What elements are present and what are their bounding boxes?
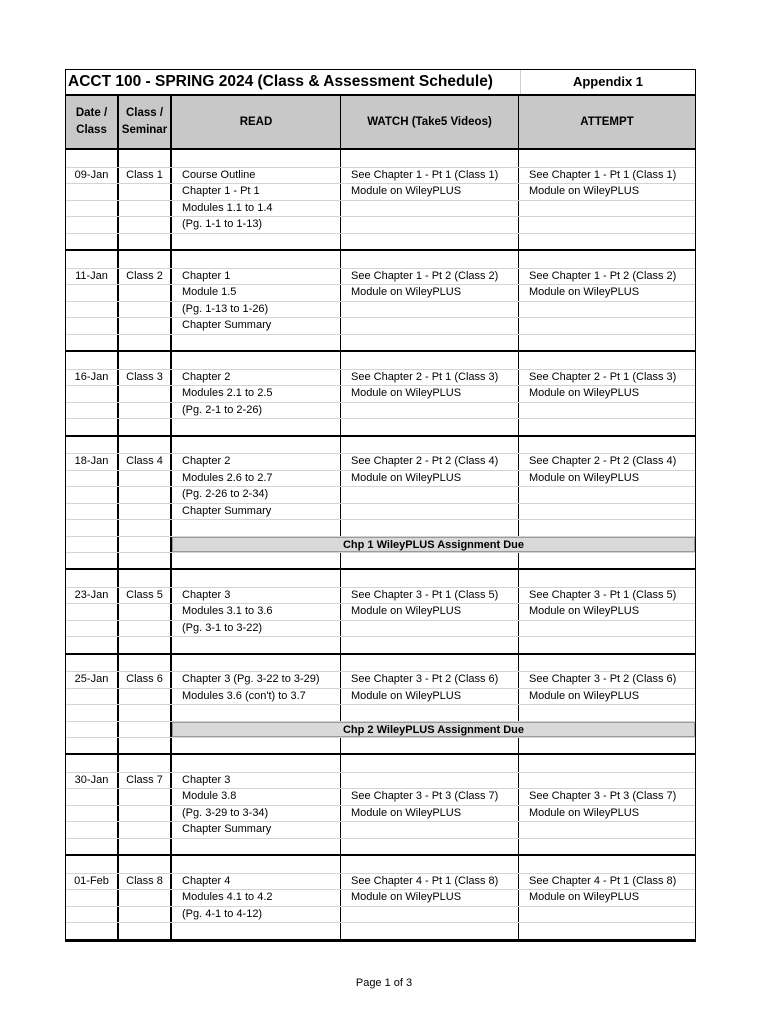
watch-cell bbox=[341, 487, 519, 503]
date-cell bbox=[66, 217, 119, 233]
read-cell bbox=[172, 437, 341, 454]
read-cell bbox=[172, 150, 341, 167]
table-row bbox=[66, 437, 695, 454]
date-cell bbox=[66, 437, 119, 454]
header-attempt: ATTEMPT bbox=[580, 115, 634, 128]
date-cell bbox=[66, 352, 119, 369]
read-cell: Modules 3.6 (con't) to 3.7 bbox=[172, 689, 341, 705]
watch-cell bbox=[341, 302, 519, 318]
table-row bbox=[66, 284, 695, 301]
class-cell bbox=[119, 689, 172, 705]
table-row bbox=[66, 838, 695, 855]
read-cell: Chapter Summary bbox=[172, 504, 341, 520]
attempt-cell bbox=[519, 335, 695, 351]
attempt-cell bbox=[519, 839, 695, 855]
attempt-cell bbox=[519, 487, 695, 503]
table-row bbox=[66, 385, 695, 402]
empty-cell bbox=[519, 553, 695, 569]
assignment-due-banner: Chp 1 WileyPLUS Assignment Due bbox=[172, 537, 695, 552]
watch-cell bbox=[341, 822, 519, 838]
session-section bbox=[66, 437, 695, 571]
read-cell: Modules 3.1 to 3.6 bbox=[172, 604, 341, 620]
assignment-due-banner: Chp 2 WileyPLUS Assignment Due bbox=[172, 722, 695, 737]
class-cell bbox=[119, 150, 172, 167]
date-cell: 01-Feb bbox=[66, 874, 119, 890]
attempt-cell bbox=[519, 655, 695, 672]
date-cell bbox=[66, 520, 119, 536]
attempt-cell bbox=[519, 234, 695, 250]
class-cell bbox=[119, 655, 172, 672]
class-cell bbox=[119, 755, 172, 772]
date-cell bbox=[66, 839, 119, 855]
read-cell: Module 1.5 bbox=[172, 285, 341, 301]
read-cell: (Pg. 3-29 to 3-34) bbox=[172, 806, 341, 822]
table-row bbox=[66, 268, 695, 285]
date-cell bbox=[66, 604, 119, 620]
class-cell bbox=[119, 504, 172, 520]
watch-cell bbox=[341, 923, 519, 939]
date-cell bbox=[66, 471, 119, 487]
watch-cell bbox=[341, 251, 519, 268]
date-cell bbox=[66, 537, 119, 552]
read-cell bbox=[172, 856, 341, 873]
table-row bbox=[66, 486, 695, 503]
class-cell bbox=[119, 471, 172, 487]
table-row bbox=[66, 369, 695, 386]
class-cell bbox=[119, 570, 172, 587]
watch-cell bbox=[341, 403, 519, 419]
read-cell bbox=[172, 655, 341, 672]
date-cell bbox=[66, 487, 119, 503]
read-cell bbox=[172, 335, 341, 351]
watch-cell bbox=[341, 352, 519, 369]
date-cell bbox=[66, 705, 119, 721]
attempt-cell: Module on WileyPLUS bbox=[529, 387, 640, 399]
watch-cell bbox=[341, 437, 519, 454]
class-cell: Class 3 bbox=[119, 370, 172, 386]
watch-cell: See Chapter 1 - Pt 2 (Class 2) bbox=[341, 269, 519, 285]
header-date: Date / Class bbox=[66, 96, 119, 148]
watch-cell bbox=[341, 907, 519, 923]
class-cell: Class 1 bbox=[119, 168, 172, 184]
table-row bbox=[66, 503, 695, 520]
read-cell: Chapter 2 bbox=[172, 370, 341, 386]
class-cell bbox=[119, 201, 172, 217]
table-row bbox=[66, 856, 695, 873]
attempt-cell bbox=[519, 773, 695, 789]
read-cell bbox=[172, 251, 341, 268]
watch-cell: Module on WileyPLUS bbox=[341, 890, 519, 906]
empty-cell bbox=[66, 738, 119, 754]
empty-cell bbox=[519, 738, 695, 754]
date-cell bbox=[66, 655, 119, 672]
date-cell bbox=[66, 234, 119, 250]
class-cell bbox=[119, 890, 172, 906]
date-cell bbox=[66, 637, 119, 653]
table-row bbox=[66, 519, 695, 536]
read-cell: Module 3.8 bbox=[172, 789, 341, 805]
table-row bbox=[66, 587, 695, 604]
attempt-cell bbox=[519, 621, 695, 637]
attempt-cell bbox=[519, 520, 695, 536]
date-cell bbox=[66, 755, 119, 772]
table-row bbox=[66, 150, 695, 167]
table-row bbox=[66, 453, 695, 470]
attempt-cell: See Chapter 1 - Pt 2 (Class 2) bbox=[529, 269, 677, 282]
read-cell: (Pg. 3-1 to 3-22) bbox=[172, 621, 341, 637]
attempt-cell bbox=[519, 856, 695, 873]
empty-cell bbox=[341, 553, 519, 569]
watch-cell: Module on WileyPLUS bbox=[341, 386, 519, 402]
empty-cell bbox=[66, 553, 119, 569]
date-cell bbox=[66, 570, 119, 587]
class-cell: Class 5 bbox=[119, 588, 172, 604]
attempt-cell bbox=[519, 352, 695, 369]
read-cell bbox=[172, 234, 341, 250]
table-row bbox=[66, 334, 695, 351]
table-row bbox=[66, 418, 695, 435]
table-row bbox=[66, 889, 695, 906]
table-row bbox=[66, 200, 695, 217]
read-cell: Modules 1.1 to 1.4 bbox=[172, 201, 341, 217]
watch-cell: See Chapter 3 - Pt 3 (Class 7) bbox=[341, 789, 519, 805]
watch-cell bbox=[341, 637, 519, 653]
attempt-cell bbox=[519, 437, 695, 454]
session-section bbox=[66, 755, 695, 856]
watch-cell bbox=[341, 419, 519, 435]
date-cell bbox=[66, 856, 119, 873]
read-cell: Chapter Summary bbox=[172, 822, 341, 838]
attempt-cell: Module on WileyPLUS bbox=[529, 185, 640, 197]
attempt-cell: See Chapter 1 - Pt 1 (Class 1) bbox=[529, 168, 677, 181]
table-row bbox=[66, 402, 695, 419]
date-cell bbox=[66, 907, 119, 923]
read-cell bbox=[172, 419, 341, 435]
date-cell bbox=[66, 201, 119, 217]
class-cell bbox=[119, 403, 172, 419]
class-cell bbox=[119, 318, 172, 334]
date-cell bbox=[66, 318, 119, 334]
read-cell: Chapter 3 bbox=[172, 773, 341, 789]
attempt-cell bbox=[519, 419, 695, 435]
table-row bbox=[66, 655, 695, 672]
class-cell bbox=[119, 705, 172, 721]
attempt-cell: See Chapter 4 - Pt 1 (Class 8) bbox=[529, 874, 677, 887]
table-row bbox=[66, 805, 695, 822]
watch-cell: See Chapter 4 - Pt 1 (Class 8) bbox=[341, 874, 519, 890]
date-cell: 25-Jan bbox=[66, 672, 119, 688]
class-cell bbox=[119, 923, 172, 939]
attempt-cell: See Chapter 3 - Pt 3 (Class 7) bbox=[529, 790, 677, 802]
class-cell bbox=[119, 386, 172, 402]
title-row bbox=[66, 70, 695, 96]
date-cell: 09-Jan bbox=[66, 168, 119, 184]
class-cell: Class 8 bbox=[119, 874, 172, 890]
date-cell bbox=[66, 822, 119, 838]
attempt-cell: See Chapter 3 - Pt 1 (Class 5) bbox=[529, 588, 677, 601]
class-cell bbox=[119, 285, 172, 301]
class-cell bbox=[119, 302, 172, 318]
read-cell bbox=[172, 352, 341, 369]
read-cell: Course Outline bbox=[172, 168, 341, 184]
watch-cell: Module on WileyPLUS bbox=[341, 689, 519, 705]
watch-cell bbox=[341, 856, 519, 873]
date-cell: 18-Jan bbox=[66, 454, 119, 470]
attempt-cell bbox=[519, 150, 695, 167]
attempt-cell: Module on WileyPLUS bbox=[529, 806, 640, 819]
page-footer: Page 1 of 3 bbox=[355, 977, 413, 989]
class-cell bbox=[119, 637, 172, 653]
table-row bbox=[66, 317, 695, 334]
attempt-cell bbox=[519, 302, 695, 318]
schedule-table bbox=[65, 69, 696, 942]
session-section bbox=[66, 856, 695, 941]
attempt-cell bbox=[519, 318, 695, 334]
table-row bbox=[66, 788, 695, 805]
watch-cell bbox=[341, 655, 519, 672]
read-cell: (Pg. 1-13 to 1-26) bbox=[172, 302, 341, 318]
attempt-cell: Module on WileyPLUS bbox=[529, 891, 640, 903]
appendix-label: Appendix 1 bbox=[572, 74, 644, 89]
table-row bbox=[66, 552, 695, 569]
class-cell bbox=[119, 806, 172, 822]
attempt-cell bbox=[519, 822, 695, 838]
watch-cell bbox=[341, 705, 519, 721]
read-cell bbox=[172, 839, 341, 855]
read-cell: Chapter 4 bbox=[172, 874, 341, 890]
table-row bbox=[66, 183, 695, 200]
watch-cell bbox=[341, 755, 519, 772]
table-body bbox=[66, 150, 695, 941]
date-cell bbox=[66, 251, 119, 268]
date-cell bbox=[66, 403, 119, 419]
attempt-cell bbox=[519, 570, 695, 587]
watch-cell bbox=[341, 335, 519, 351]
table-row bbox=[66, 167, 695, 184]
date-cell bbox=[66, 689, 119, 705]
class-cell bbox=[119, 537, 172, 552]
class-cell bbox=[119, 520, 172, 536]
table-row bbox=[66, 636, 695, 653]
table-header bbox=[66, 96, 695, 150]
attempt-cell: Module on WileyPLUS bbox=[529, 605, 640, 617]
date-cell bbox=[66, 386, 119, 402]
date-cell bbox=[66, 890, 119, 906]
watch-cell: See Chapter 2 - Pt 2 (Class 4) bbox=[341, 454, 519, 470]
attempt-cell bbox=[519, 923, 695, 939]
class-cell bbox=[119, 621, 172, 637]
watch-cell bbox=[341, 839, 519, 855]
read-cell: (Pg. 4-1 to 4-12) bbox=[172, 907, 341, 923]
read-cell: Chapter 2 bbox=[172, 454, 341, 470]
class-cell bbox=[119, 487, 172, 503]
class-cell: Class 2 bbox=[119, 269, 172, 285]
watch-cell bbox=[341, 150, 519, 167]
watch-cell bbox=[341, 217, 519, 233]
session-section bbox=[66, 655, 695, 756]
attempt-cell bbox=[519, 705, 695, 721]
date-cell bbox=[66, 285, 119, 301]
class-cell bbox=[119, 789, 172, 805]
class-cell bbox=[119, 251, 172, 268]
table-row bbox=[66, 603, 695, 620]
read-cell bbox=[172, 637, 341, 653]
date-cell bbox=[66, 806, 119, 822]
table-row bbox=[66, 671, 695, 688]
attempt-cell bbox=[519, 217, 695, 233]
session-section bbox=[66, 352, 695, 437]
class-cell bbox=[119, 437, 172, 454]
date-cell bbox=[66, 302, 119, 318]
attempt-cell bbox=[519, 201, 695, 217]
class-cell bbox=[119, 822, 172, 838]
date-cell bbox=[66, 504, 119, 520]
attempt-cell bbox=[519, 907, 695, 923]
due-row bbox=[66, 536, 695, 552]
table-row bbox=[66, 922, 695, 939]
date-cell bbox=[66, 621, 119, 637]
table-row bbox=[66, 772, 695, 789]
table-row bbox=[66, 704, 695, 721]
class-cell bbox=[119, 217, 172, 233]
read-cell: Chapter Summary bbox=[172, 318, 341, 334]
table-row bbox=[66, 301, 695, 318]
table-row bbox=[66, 688, 695, 705]
read-cell bbox=[172, 755, 341, 772]
class-cell bbox=[119, 722, 172, 737]
attempt-cell bbox=[519, 251, 695, 268]
header-watch: WATCH (Take5 Videos) bbox=[341, 96, 519, 148]
class-cell bbox=[119, 856, 172, 873]
table-row bbox=[66, 352, 695, 369]
attempt-cell: See Chapter 2 - Pt 2 (Class 4) bbox=[529, 455, 677, 467]
watch-cell bbox=[341, 773, 519, 789]
attempt-cell bbox=[519, 403, 695, 419]
watch-cell bbox=[341, 621, 519, 637]
watch-cell: See Chapter 2 - Pt 1 (Class 3) bbox=[341, 370, 519, 386]
table-row bbox=[66, 873, 695, 890]
header-class: Class / Seminar bbox=[119, 96, 172, 148]
table-row bbox=[66, 620, 695, 637]
watch-cell: Module on WileyPLUS bbox=[341, 806, 519, 822]
attempt-cell bbox=[519, 504, 695, 520]
attempt-cell bbox=[519, 637, 695, 653]
class-cell: Class 4 bbox=[119, 454, 172, 470]
read-cell: Chapter 1 - Pt 1 bbox=[172, 184, 341, 200]
class-cell bbox=[119, 352, 172, 369]
date-cell bbox=[66, 419, 119, 435]
watch-cell bbox=[341, 234, 519, 250]
watch-cell: Module on WileyPLUS bbox=[341, 604, 519, 620]
schedule-title: ACCT 100 - SPRING 2024 (Class & Assessment Schedule) bbox=[66, 70, 521, 94]
table-row bbox=[66, 233, 695, 250]
date-cell bbox=[66, 184, 119, 200]
read-cell bbox=[172, 923, 341, 939]
class-cell bbox=[119, 839, 172, 855]
read-cell: Chapter 3 bbox=[172, 588, 341, 604]
date-cell bbox=[66, 722, 119, 737]
read-cell: (Pg. 2-26 to 2-34) bbox=[172, 487, 341, 503]
read-cell bbox=[172, 570, 341, 587]
read-cell bbox=[172, 705, 341, 721]
watch-cell: See Chapter 3 - Pt 2 (Class 6) bbox=[341, 672, 519, 688]
empty-cell bbox=[119, 553, 172, 569]
date-cell bbox=[66, 789, 119, 805]
due-row bbox=[66, 721, 695, 737]
session-section bbox=[66, 150, 695, 251]
attempt-cell bbox=[519, 755, 695, 772]
watch-cell: Module on WileyPLUS bbox=[341, 471, 519, 487]
date-cell: 11-Jan bbox=[66, 269, 119, 285]
date-cell: 23-Jan bbox=[66, 588, 119, 604]
empty-cell bbox=[119, 738, 172, 754]
date-cell bbox=[66, 150, 119, 167]
read-cell: Chapter 3 (Pg. 3-22 to 3-29) bbox=[172, 672, 341, 688]
table-row bbox=[66, 821, 695, 838]
watch-cell: Module on WileyPLUS bbox=[341, 184, 519, 200]
session-section bbox=[66, 570, 695, 655]
attempt-cell: Module on WileyPLUS bbox=[529, 471, 640, 484]
header-read: READ bbox=[172, 96, 341, 148]
empty-cell bbox=[172, 553, 341, 569]
table-row bbox=[66, 251, 695, 268]
watch-cell bbox=[341, 570, 519, 587]
empty-cell bbox=[341, 738, 519, 754]
read-cell: (Pg. 1-1 to 1-13) bbox=[172, 217, 341, 233]
read-cell: Modules 4.1 to 4.2 bbox=[172, 890, 341, 906]
date-cell bbox=[66, 335, 119, 351]
read-cell bbox=[172, 520, 341, 536]
watch-cell: See Chapter 1 - Pt 1 (Class 1) bbox=[341, 168, 519, 184]
attempt-cell: See Chapter 2 - Pt 1 (Class 3) bbox=[529, 370, 677, 383]
attempt-cell: Module on WileyPLUS bbox=[529, 286, 640, 298]
read-cell: Chapter 1 bbox=[172, 269, 341, 285]
attempt-cell: Module on WileyPLUS bbox=[529, 689, 640, 702]
table-row bbox=[66, 755, 695, 772]
table-row bbox=[66, 470, 695, 487]
class-cell bbox=[119, 419, 172, 435]
class-cell bbox=[119, 604, 172, 620]
read-cell: Modules 2.6 to 2.7 bbox=[172, 471, 341, 487]
read-cell: (Pg. 2-1 to 2-26) bbox=[172, 403, 341, 419]
date-cell: 16-Jan bbox=[66, 370, 119, 386]
read-cell: Modules 2.1 to 2.5 bbox=[172, 386, 341, 402]
watch-cell bbox=[341, 318, 519, 334]
date-cell: 30-Jan bbox=[66, 773, 119, 789]
table-row bbox=[66, 906, 695, 923]
session-section bbox=[66, 251, 695, 352]
class-cell bbox=[119, 335, 172, 351]
watch-cell bbox=[341, 520, 519, 536]
table-row bbox=[66, 737, 695, 754]
date-cell bbox=[66, 923, 119, 939]
class-cell: Class 7 bbox=[119, 773, 172, 789]
empty-cell bbox=[172, 738, 341, 754]
attempt-cell: See Chapter 3 - Pt 2 (Class 6) bbox=[529, 673, 677, 685]
table-row bbox=[66, 570, 695, 587]
watch-cell: See Chapter 3 - Pt 1 (Class 5) bbox=[341, 588, 519, 604]
watch-cell bbox=[341, 201, 519, 217]
class-cell bbox=[119, 234, 172, 250]
watch-cell bbox=[341, 504, 519, 520]
watch-cell: Module on WileyPLUS bbox=[341, 285, 519, 301]
table-row bbox=[66, 216, 695, 233]
class-cell bbox=[119, 907, 172, 923]
class-cell bbox=[119, 184, 172, 200]
class-cell: Class 6 bbox=[119, 672, 172, 688]
